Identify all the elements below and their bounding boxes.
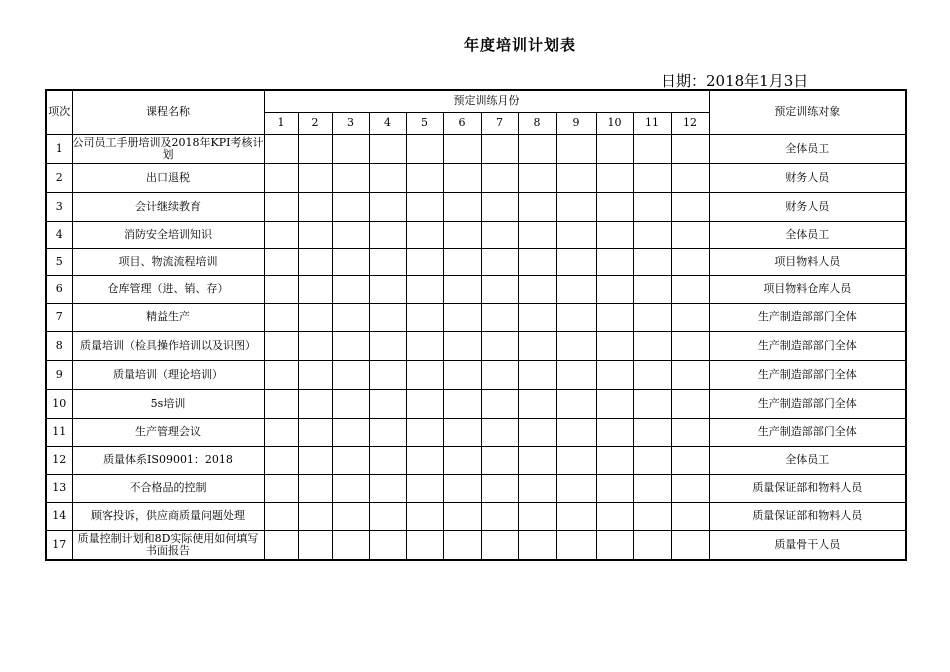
month-cell [671, 446, 709, 474]
month-cell [481, 163, 518, 192]
month-cell [556, 474, 596, 502]
month-cell [633, 502, 671, 530]
training-target: 项目物料人员 [709, 248, 906, 275]
month-cell [596, 474, 633, 502]
month-cell [298, 163, 332, 192]
month-cell [369, 474, 406, 502]
header-month-3: 3 [332, 112, 369, 134]
month-cell [481, 303, 518, 331]
month-cell [443, 530, 481, 560]
month-cell [518, 163, 556, 192]
table-row [46, 389, 906, 418]
month-cell [518, 221, 556, 248]
course-name: 顾客投诉，供应商质量问题处理 [72, 502, 264, 530]
month-cell [332, 134, 369, 163]
course-name: 质量培训（检具操作培训以及识图） [72, 331, 264, 360]
month-cell [671, 418, 709, 446]
training-target: 全体员工 [709, 446, 906, 474]
month-cell [556, 389, 596, 418]
month-cell [369, 134, 406, 163]
month-cell [633, 389, 671, 418]
month-cell [264, 389, 298, 418]
training-plan-table [45, 89, 907, 561]
month-cell [596, 389, 633, 418]
month-cell [443, 248, 481, 275]
month-cell [481, 418, 518, 446]
month-cell [443, 418, 481, 446]
table-row [46, 530, 906, 560]
row-index: 1 [46, 134, 72, 163]
month-cell [633, 360, 671, 389]
month-cell [264, 446, 298, 474]
month-cell [369, 275, 406, 303]
month-cell [556, 163, 596, 192]
month-cell [596, 248, 633, 275]
month-cell [556, 446, 596, 474]
month-cell [298, 221, 332, 248]
training-target: 项目物料仓库人员 [709, 275, 906, 303]
course-name: 仓库管理（进、销、存） [72, 275, 264, 303]
month-cell [633, 530, 671, 560]
training-target: 质量骨干人员 [709, 530, 906, 560]
table-row [46, 303, 906, 331]
month-cell [298, 192, 332, 221]
month-cell [556, 331, 596, 360]
month-cell [596, 530, 633, 560]
month-cell [633, 248, 671, 275]
month-cell [443, 221, 481, 248]
header-month-7: 7 [481, 112, 518, 134]
month-cell [406, 221, 443, 248]
month-cell [633, 446, 671, 474]
month-cell [443, 163, 481, 192]
month-cell [406, 502, 443, 530]
month-cell [481, 474, 518, 502]
table-row [46, 192, 906, 221]
course-name: 会计继续教育 [72, 192, 264, 221]
date-label: 日期：2018年1月3日 [661, 72, 809, 90]
month-cell [298, 389, 332, 418]
month-cell [406, 248, 443, 275]
month-cell [443, 303, 481, 331]
month-cell [332, 275, 369, 303]
month-cell [671, 192, 709, 221]
course-name: 出口退税 [72, 163, 264, 192]
training-target: 财务人员 [709, 163, 906, 192]
month-cell [518, 134, 556, 163]
training-target: 生产制造部部门全体 [709, 418, 906, 446]
month-cell [406, 530, 443, 560]
table-row [46, 134, 906, 163]
month-cell [264, 192, 298, 221]
course-name: 精益生产 [72, 303, 264, 331]
month-cell [298, 446, 332, 474]
month-cell [332, 331, 369, 360]
month-cell [556, 303, 596, 331]
month-cell [481, 502, 518, 530]
table-row [46, 360, 906, 389]
month-cell [556, 275, 596, 303]
month-cell [264, 530, 298, 560]
row-index: 8 [46, 331, 72, 360]
row-index: 17 [46, 530, 72, 560]
month-cell [406, 389, 443, 418]
header-target: 预定训练对象 [709, 90, 906, 134]
month-cell [332, 163, 369, 192]
month-cell [406, 275, 443, 303]
training-target: 质量保证部和物料人员 [709, 474, 906, 502]
month-cell [596, 331, 633, 360]
month-cell [633, 192, 671, 221]
month-cell [406, 418, 443, 446]
row-index: 6 [46, 275, 72, 303]
month-cell [369, 530, 406, 560]
month-cell [596, 360, 633, 389]
header-month-2: 2 [298, 112, 332, 134]
month-cell [633, 163, 671, 192]
row-index: 13 [46, 474, 72, 502]
header-month-6: 6 [443, 112, 481, 134]
header-month-8: 8 [518, 112, 556, 134]
month-cell [633, 331, 671, 360]
month-cell [443, 502, 481, 530]
course-name: 质量培训（理论培训） [72, 360, 264, 389]
row-index: 12 [46, 446, 72, 474]
header-month-12: 12 [671, 112, 709, 134]
course-name: 项目、物流流程培训 [72, 248, 264, 275]
month-cell [518, 275, 556, 303]
month-cell [671, 530, 709, 560]
month-cell [332, 221, 369, 248]
training-target: 生产制造部部门全体 [709, 360, 906, 389]
month-cell [596, 446, 633, 474]
month-cell [671, 221, 709, 248]
month-cell [264, 303, 298, 331]
month-cell [556, 360, 596, 389]
month-cell [671, 303, 709, 331]
table-row [46, 446, 906, 474]
month-cell [443, 389, 481, 418]
month-cell [369, 418, 406, 446]
month-cell [671, 389, 709, 418]
month-cell [596, 163, 633, 192]
month-cell [332, 530, 369, 560]
month-cell [633, 221, 671, 248]
month-cell [596, 303, 633, 331]
month-cell [481, 221, 518, 248]
month-cell [633, 303, 671, 331]
table-row [46, 221, 906, 248]
month-cell [264, 474, 298, 502]
month-cell [369, 331, 406, 360]
month-cell [332, 192, 369, 221]
month-cell [596, 192, 633, 221]
month-cell [556, 530, 596, 560]
training-target: 生产制造部部门全体 [709, 331, 906, 360]
month-cell [596, 418, 633, 446]
month-cell [481, 134, 518, 163]
course-name: 不合格品的控制 [72, 474, 264, 502]
course-name: 公司员工手册培训及2018年KPI考核计划 [72, 134, 264, 163]
month-cell [298, 331, 332, 360]
header-months-group: 预定训练月份 [264, 90, 709, 112]
training-target: 生产制造部部门全体 [709, 303, 906, 331]
month-cell [556, 134, 596, 163]
month-cell [369, 502, 406, 530]
month-cell [298, 502, 332, 530]
month-cell [332, 446, 369, 474]
month-cell [518, 389, 556, 418]
month-cell [264, 134, 298, 163]
month-cell [369, 163, 406, 192]
month-cell [518, 331, 556, 360]
table-row [46, 474, 906, 502]
course-name: 质量控制计划和8D实际使用如何填写书面报告 [72, 530, 264, 560]
month-cell [298, 248, 332, 275]
month-cell [264, 275, 298, 303]
month-cell [596, 502, 633, 530]
header-month-9: 9 [556, 112, 596, 134]
header-month-10: 10 [596, 112, 633, 134]
month-cell [481, 530, 518, 560]
month-cell [633, 134, 671, 163]
header-month-1: 1 [264, 112, 298, 134]
month-cell [369, 192, 406, 221]
month-cell [443, 134, 481, 163]
course-name: 消防安全培训知识 [72, 221, 264, 248]
header-row-top [46, 90, 906, 112]
month-cell [556, 502, 596, 530]
month-cell [633, 418, 671, 446]
month-cell [332, 502, 369, 530]
month-cell [332, 418, 369, 446]
month-cell [298, 418, 332, 446]
row-index: 10 [46, 389, 72, 418]
month-cell [298, 360, 332, 389]
month-cell [443, 446, 481, 474]
month-cell [518, 418, 556, 446]
month-cell [671, 474, 709, 502]
month-cell [369, 221, 406, 248]
month-cell [671, 502, 709, 530]
row-index: 14 [46, 502, 72, 530]
row-index: 11 [46, 418, 72, 446]
month-cell [406, 192, 443, 221]
month-cell [671, 360, 709, 389]
month-cell [443, 331, 481, 360]
header-month-4: 4 [369, 112, 406, 134]
month-cell [332, 389, 369, 418]
month-cell [332, 248, 369, 275]
row-index: 5 [46, 248, 72, 275]
month-cell [556, 248, 596, 275]
row-index: 4 [46, 221, 72, 248]
training-target: 全体员工 [709, 134, 906, 163]
month-cell [369, 248, 406, 275]
month-cell [633, 474, 671, 502]
row-index: 3 [46, 192, 72, 221]
training-target: 质量保证部和物料人员 [709, 502, 906, 530]
table-row [46, 331, 906, 360]
month-cell [369, 303, 406, 331]
month-cell [596, 134, 633, 163]
month-cell [518, 446, 556, 474]
header-course: 课程名称 [72, 90, 264, 134]
month-cell [369, 446, 406, 474]
month-cell [518, 248, 556, 275]
month-cell [518, 474, 556, 502]
month-cell [518, 360, 556, 389]
header-month-5: 5 [406, 112, 443, 134]
month-cell [264, 248, 298, 275]
month-cell [443, 192, 481, 221]
table-row [46, 418, 906, 446]
row-index: 7 [46, 303, 72, 331]
month-cell [481, 389, 518, 418]
month-cell [298, 530, 332, 560]
course-name: 生产管理会议 [72, 418, 264, 446]
month-cell [443, 474, 481, 502]
month-cell [406, 360, 443, 389]
month-cell [481, 275, 518, 303]
month-cell [518, 530, 556, 560]
month-cell [596, 221, 633, 248]
month-cell [481, 192, 518, 221]
month-cell [443, 360, 481, 389]
table-row [46, 248, 906, 275]
month-cell [406, 474, 443, 502]
month-cell [298, 134, 332, 163]
month-cell [671, 275, 709, 303]
month-cell [369, 389, 406, 418]
month-cell [481, 331, 518, 360]
training-target: 生产制造部部门全体 [709, 389, 906, 418]
month-cell [633, 275, 671, 303]
month-cell [406, 331, 443, 360]
month-cell [481, 360, 518, 389]
month-cell [264, 163, 298, 192]
month-cell [406, 303, 443, 331]
table-row [46, 502, 906, 530]
month-cell [518, 192, 556, 221]
month-cell [264, 221, 298, 248]
header-month-11: 11 [633, 112, 671, 134]
month-cell [406, 134, 443, 163]
course-name: 质量体系IS09001：2018 [72, 446, 264, 474]
page-title: 年度培训计划表 [463, 36, 576, 54]
month-cell [369, 360, 406, 389]
month-cell [556, 418, 596, 446]
month-cell [671, 331, 709, 360]
month-cell [443, 275, 481, 303]
month-cell [406, 163, 443, 192]
month-cell [264, 360, 298, 389]
month-cell [671, 248, 709, 275]
month-cell [556, 221, 596, 248]
row-index: 9 [46, 360, 72, 389]
month-cell [406, 446, 443, 474]
course-name: 5s培训 [72, 389, 264, 418]
month-cell [332, 360, 369, 389]
training-target: 财务人员 [709, 192, 906, 221]
training-target: 全体员工 [709, 221, 906, 248]
month-cell [518, 502, 556, 530]
month-cell [332, 303, 369, 331]
month-cell [332, 474, 369, 502]
month-cell [481, 446, 518, 474]
month-cell [298, 474, 332, 502]
month-cell [264, 418, 298, 446]
month-cell [264, 502, 298, 530]
month-cell [518, 303, 556, 331]
month-cell [298, 275, 332, 303]
month-cell [481, 248, 518, 275]
month-cell [556, 192, 596, 221]
month-cell [671, 134, 709, 163]
table-row [46, 275, 906, 303]
month-cell [264, 331, 298, 360]
month-cell [298, 303, 332, 331]
table-row [46, 163, 906, 192]
month-cell [671, 163, 709, 192]
month-cell [596, 275, 633, 303]
header-index: 项次 [46, 90, 72, 134]
row-index: 2 [46, 163, 72, 192]
